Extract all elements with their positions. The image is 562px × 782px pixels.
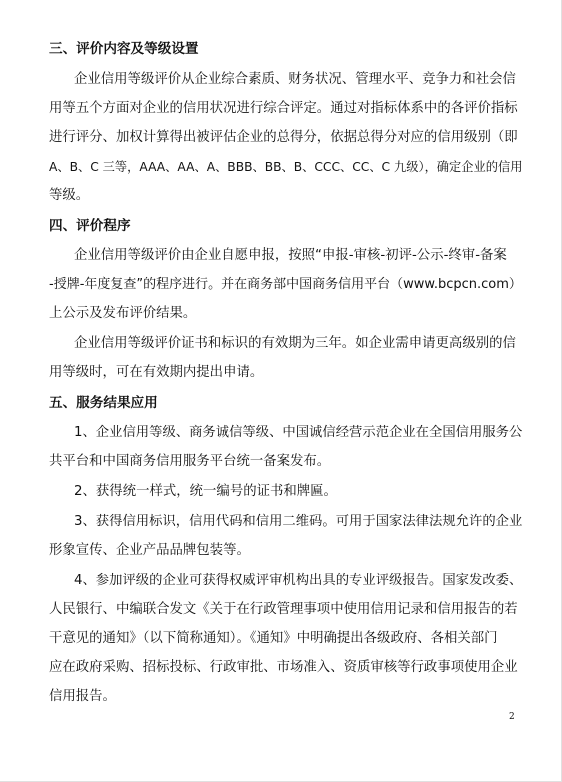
paragraph-line: 上公示及发布评价结果。 — [49, 306, 197, 321]
paragraph-line: A、B、C 三等，AAA、AA、A、BBB、BB、B、CCC、CC、C 九级），确定企业的信用 — [49, 160, 523, 174]
section-heading-3: 三、评价内容及等级设置 — [49, 41, 199, 57]
paragraph-line: 2、获得统一样式，统一编号的证书和牌匾。 — [74, 484, 337, 499]
paragraph-line: 形象宣传、企业产品品牌包装等。 — [49, 543, 250, 558]
paragraph-line: 3、获得信用标识，信用代码和信用二维码。可用于国家法律法规允许的企业 — [74, 514, 523, 529]
paragraph-line: 4、参加评级的企业可获得权威评审机构出具的专业评级报告。国家发改委、 — [74, 573, 523, 588]
paragraph-line: 企业信用等级评价由企业自愿申报，按照“申报-审核-初评-公示-终审-备案 — [74, 248, 507, 263]
section-heading-4: 四、评价程序 — [49, 218, 131, 234]
paragraph-line: -授牌-年度复查”的程序进行。并在商务部中国商务信用平台（www.bcpcn.com） — [49, 277, 522, 292]
paragraph-line: 1、企业信用等级、商务诚信等级、中国诚信经营示范企业在全国信用服务公 — [74, 425, 523, 440]
paragraph-line: 企业信用等级评价从企业综合素质、财务状况、管理水平、竞争力和社会信 — [74, 72, 516, 87]
paragraph-line: 进行评分、加权计算得出被评估企业的总得分，依据总得分对应的信用级别（即 — [49, 130, 518, 145]
page-number: 2 — [509, 712, 515, 722]
paragraph-line: 干意见的通知》（以下简称通知）。《通知》中明确提出各级政府、各相关部门 — [49, 631, 498, 646]
paragraph-line: 用等五个方面对企业的信用状况进行综合评定。通过对指标体系中的各评价指标 — [49, 101, 518, 116]
paragraph-line: 应在政府采购、招标投标、行政审批、市场准入、资质审核等行政事项使用企业 — [49, 660, 518, 675]
paragraph-line: 用等级时，可在有效期内提出申请。 — [49, 365, 264, 380]
paragraph-line: 信用报告。 — [49, 689, 116, 704]
paragraph-line: 人民银行、中编联合发文《关于在行政管理事项中使用信用记录和信用报告的若 — [49, 602, 518, 617]
paragraph-line: 共平台和中国商务信用服务平台统一备案发布。 — [49, 454, 331, 469]
paragraph-line: 等级。 — [49, 188, 90, 203]
section-heading-5: 五、服务结果应用 — [49, 395, 158, 411]
paragraph-line: 企业信用等级评价证书和标识的有效期为三年。如企业需申请更高级别的信 — [74, 336, 516, 351]
